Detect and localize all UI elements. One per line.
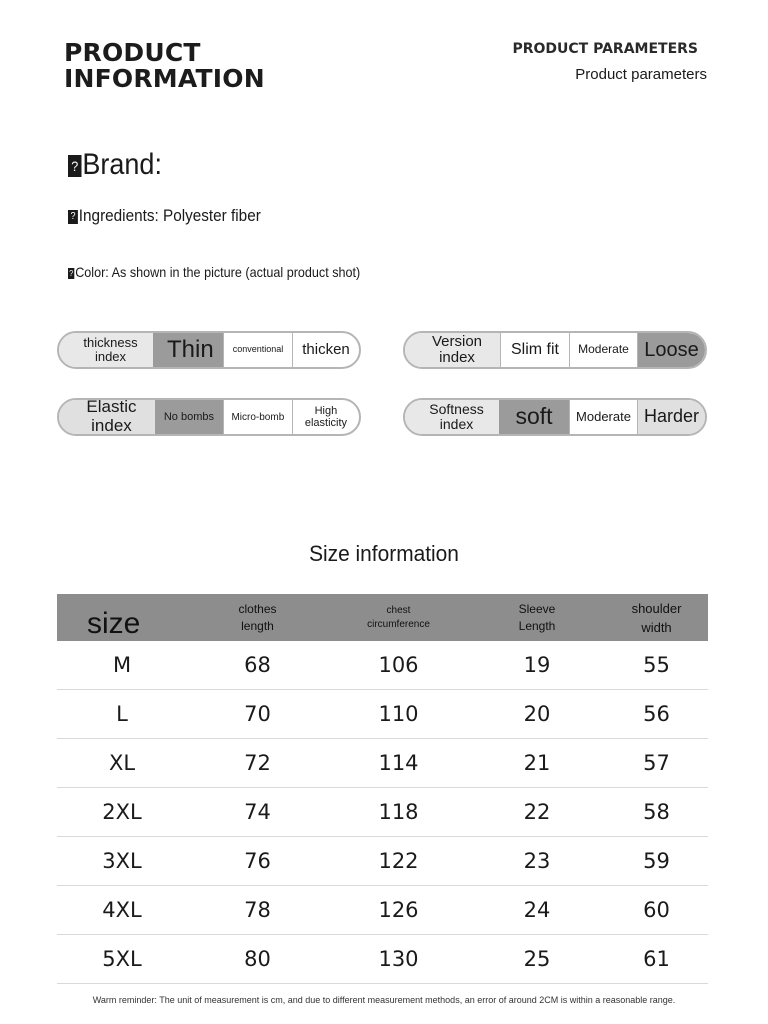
table-cell: L bbox=[57, 690, 187, 739]
table-cell: 60 bbox=[605, 886, 708, 935]
title-line-1: PRODUCT bbox=[64, 38, 201, 67]
table-cell: 106 bbox=[328, 641, 469, 690]
table-cell: 70 bbox=[187, 690, 328, 739]
table-cell: 56 bbox=[605, 690, 708, 739]
table-cell: 72 bbox=[187, 739, 328, 788]
thickness-option-thin: Thin bbox=[153, 333, 223, 367]
table-cell: 25 bbox=[469, 935, 605, 984]
table-row bbox=[57, 641, 708, 690]
table-cell: 68 bbox=[187, 641, 328, 690]
table-cell: 3XL bbox=[57, 837, 187, 886]
params-subtitle: Product parameters bbox=[575, 66, 707, 83]
elastic-option-high-elasticity: High elasticity bbox=[292, 400, 359, 434]
version-option-moderate: Moderate bbox=[569, 333, 637, 367]
table-cell: 74 bbox=[187, 788, 328, 837]
thickness-option-thicken: thicken bbox=[292, 333, 359, 367]
brand-label: Brand: bbox=[82, 148, 162, 181]
table-row bbox=[57, 935, 708, 984]
header-chest-line1: chest bbox=[386, 604, 411, 616]
size-table bbox=[57, 594, 708, 984]
header-shoulder-width bbox=[605, 594, 708, 641]
table-cell: 80 bbox=[187, 935, 328, 984]
thickness-index-label: thickness index bbox=[59, 333, 153, 367]
size-section-title: Size information bbox=[309, 541, 459, 566]
table-cell: 21 bbox=[469, 739, 605, 788]
softness-option-moderate: Moderate bbox=[569, 400, 637, 434]
header-clothes-length-line1: clothes bbox=[238, 601, 277, 616]
header-size: size bbox=[57, 594, 187, 641]
table-cell: 126 bbox=[328, 886, 469, 935]
header-chest-circumference bbox=[328, 594, 469, 641]
table-cell: XL bbox=[57, 739, 187, 788]
table-cell: 22 bbox=[469, 788, 605, 837]
table-cell: 5XL bbox=[57, 935, 187, 984]
bullet-icon: ? bbox=[69, 268, 74, 278]
params-title: PRODUCT PARAMETERS bbox=[512, 41, 698, 57]
header-sleeve-line1: Sleeve bbox=[518, 601, 556, 616]
header-sleeve-line2: Length bbox=[518, 618, 556, 633]
table-cell: 58 bbox=[605, 788, 708, 837]
color-text: Color: As shown in the picture (actual product shot) bbox=[75, 264, 361, 280]
size-table-header bbox=[57, 594, 708, 641]
table-row bbox=[57, 837, 708, 886]
table-row bbox=[57, 788, 708, 837]
brand-line bbox=[68, 148, 162, 182]
table-cell: 4XL bbox=[57, 886, 187, 935]
table-cell: 118 bbox=[328, 788, 469, 837]
table-cell: 130 bbox=[328, 935, 469, 984]
table-cell: 24 bbox=[469, 886, 605, 935]
color-line bbox=[68, 264, 360, 280]
title-line-2: INFORMATION bbox=[64, 64, 265, 93]
table-cell: 110 bbox=[328, 690, 469, 739]
table-cell: 2XL bbox=[57, 788, 187, 837]
softness-index-label: Softness index bbox=[405, 400, 499, 434]
bullet-icon: ? bbox=[68, 155, 82, 177]
table-cell: 20 bbox=[469, 690, 605, 739]
version-index bbox=[403, 331, 707, 369]
elastic-option-no-bombs: No bombs bbox=[155, 400, 223, 434]
header-chest-line2: circumference bbox=[367, 618, 430, 630]
table-cell: 59 bbox=[605, 837, 708, 886]
table-row bbox=[57, 739, 708, 788]
table-cell: 78 bbox=[187, 886, 328, 935]
page-title bbox=[64, 40, 265, 92]
table-cell: 114 bbox=[328, 739, 469, 788]
table-cell: 61 bbox=[605, 935, 708, 984]
table-cell: 57 bbox=[605, 739, 708, 788]
header-shoulder-line2: width bbox=[641, 619, 672, 635]
elastic-index-label: Elastic index bbox=[59, 400, 155, 434]
bullet-icon: ? bbox=[68, 210, 78, 224]
softness-index bbox=[403, 398, 707, 436]
header-shoulder-line1: shoulder bbox=[631, 600, 682, 616]
header-clothes-length-line2: length bbox=[241, 618, 274, 633]
ingredients-text: Ingredients: Polyester fiber bbox=[78, 206, 261, 225]
table-cell: 23 bbox=[469, 837, 605, 886]
table-cell: 122 bbox=[328, 837, 469, 886]
softness-option-harder: Harder bbox=[637, 400, 705, 434]
table-cell: 55 bbox=[605, 641, 708, 690]
table-cell: 76 bbox=[187, 837, 328, 886]
ingredients-line bbox=[68, 206, 261, 226]
elastic-index bbox=[57, 398, 361, 436]
version-option-slim-fit: Slim fit bbox=[500, 333, 569, 367]
version-option-loose: Loose bbox=[637, 333, 705, 367]
table-cell: M bbox=[57, 641, 187, 690]
thickness-index bbox=[57, 331, 361, 369]
version-index-label: Version index bbox=[405, 333, 500, 367]
elastic-option-micro-bomb: Micro-bomb bbox=[223, 400, 292, 434]
table-cell: 19 bbox=[469, 641, 605, 690]
header-clothes-length bbox=[187, 594, 328, 641]
table-row bbox=[57, 690, 708, 739]
thickness-option-conventional: conventional bbox=[223, 333, 292, 367]
header-sleeve-length bbox=[469, 594, 605, 641]
softness-option-soft: soft bbox=[499, 400, 569, 434]
warm-reminder: Warm reminder: The unit of measurement is cm, and due to different measurement methods, an error of around 2CM is within a reasonable range. bbox=[92, 995, 676, 1005]
table-row bbox=[57, 886, 708, 935]
